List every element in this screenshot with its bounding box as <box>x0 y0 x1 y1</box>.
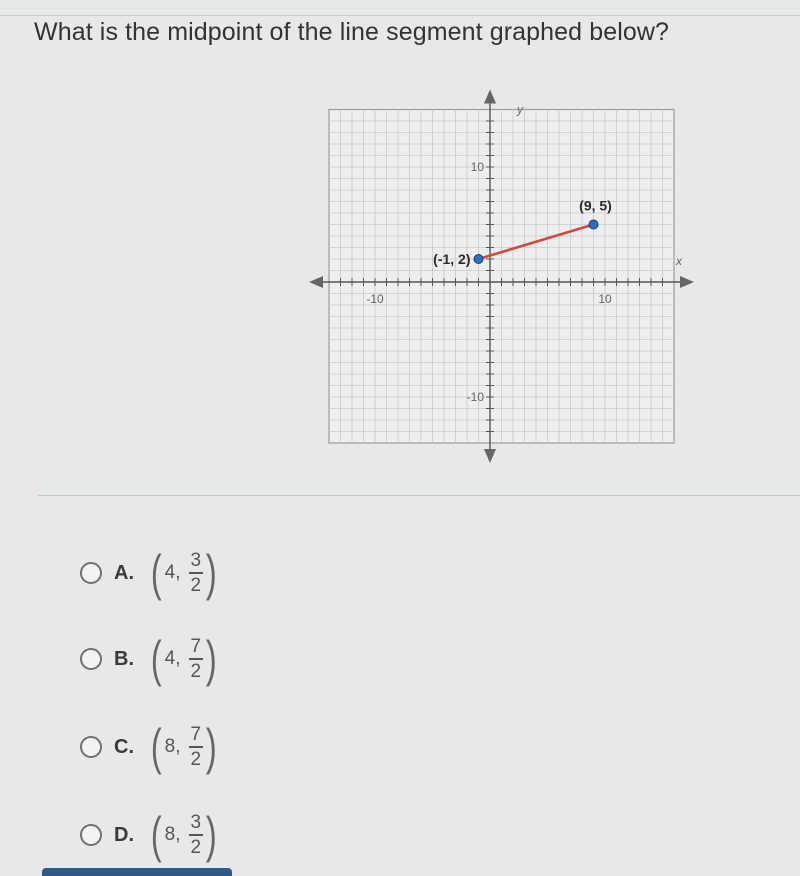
endpoint-1 <box>474 255 483 264</box>
y-axis-arrow-up <box>484 90 496 104</box>
option-x: 8, <box>164 824 181 845</box>
option-letter: C. <box>114 735 134 758</box>
x-axis-arrow-right <box>680 276 694 288</box>
option-value <box>148 719 220 775</box>
x-axis-arrow-left <box>309 276 323 288</box>
x-tick-label-neg: -10 <box>366 292 384 306</box>
fraction-denominator: 2 <box>190 660 202 682</box>
y-axis-label: y <box>517 102 523 117</box>
option-x: 4, <box>164 562 181 583</box>
y-axis-arrow-down <box>484 449 496 463</box>
endpoint-1-label: (-1, 2) <box>433 251 471 267</box>
fraction-numerator: 3 <box>190 812 202 834</box>
endpoint-2 <box>589 220 598 229</box>
x-axis-label: x <box>676 254 682 268</box>
fraction-numerator: 3 <box>190 550 202 572</box>
coordinate-graph <box>300 85 700 465</box>
y-tick-label-pos: 10 <box>470 160 484 174</box>
fraction-denominator: 2 <box>190 836 202 858</box>
fraction-denominator: 2 <box>190 574 202 596</box>
close-paren: ) <box>206 631 217 687</box>
option-x: 4, <box>164 648 181 669</box>
close-paren: ) <box>206 545 217 601</box>
option-x: 8, <box>164 736 181 757</box>
option-d[interactable] <box>80 800 380 870</box>
option-a[interactable] <box>80 538 380 608</box>
open-paren: ( <box>150 719 162 775</box>
option-c[interactable] <box>80 712 380 782</box>
option-letter: B. <box>114 647 134 670</box>
close-paren: ) <box>206 719 217 775</box>
open-paren: ( <box>150 631 162 687</box>
option-letter: D. <box>114 823 134 846</box>
radio-button-c[interactable] <box>80 736 102 758</box>
radio-button-a[interactable] <box>80 562 102 584</box>
endpoint-2-label: (9, 5) <box>579 197 612 214</box>
fraction-numerator: 7 <box>190 724 202 746</box>
fraction-denominator: 2 <box>190 748 202 770</box>
option-fraction <box>189 813 204 857</box>
x-tick-label-pos: 10 <box>598 292 612 306</box>
fraction-numerator: 7 <box>190 636 202 658</box>
top-divider <box>0 15 800 16</box>
option-fraction <box>189 551 204 595</box>
open-paren: ( <box>150 545 162 601</box>
next-button-edge[interactable] <box>42 868 232 876</box>
option-fraction <box>189 637 204 681</box>
close-paren: ) <box>206 807 217 863</box>
radio-button-d[interactable] <box>80 824 102 846</box>
option-value <box>148 631 220 687</box>
open-paren: ( <box>150 807 162 863</box>
option-fraction <box>189 725 204 769</box>
option-value <box>148 545 220 601</box>
option-letter: A. <box>114 561 134 584</box>
radio-button-b[interactable] <box>80 648 102 670</box>
question-text: What is the midpoint of the line segment graphed below? <box>34 18 670 46</box>
option-b[interactable] <box>80 624 380 694</box>
option-value <box>148 807 220 863</box>
section-divider <box>38 495 800 496</box>
y-tick-label-neg: -10 <box>466 390 484 404</box>
